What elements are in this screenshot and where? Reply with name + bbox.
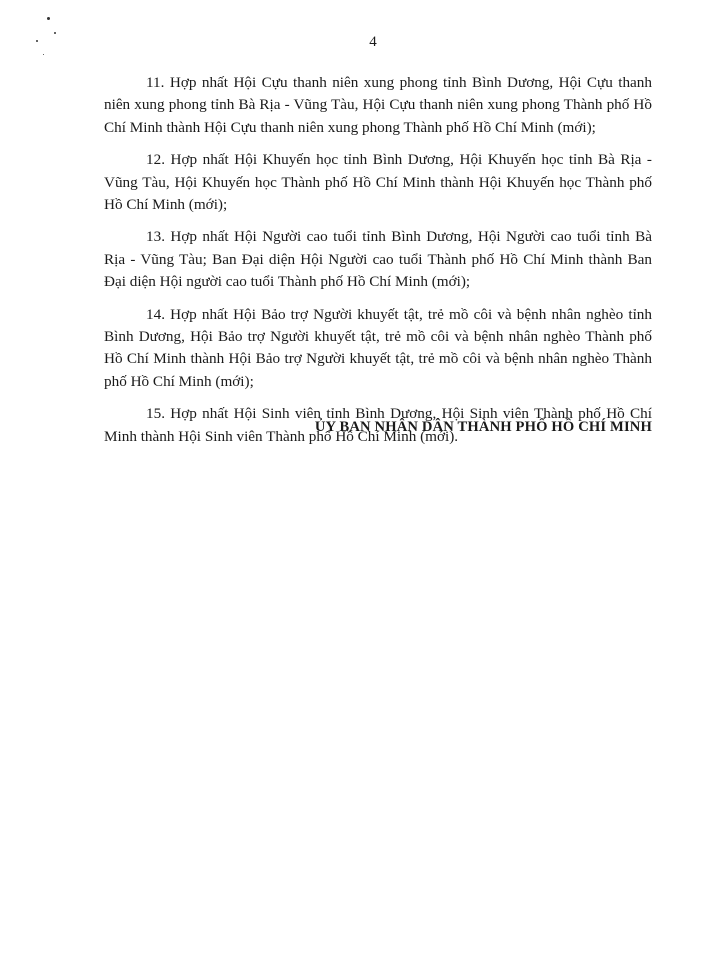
page-number: 4: [369, 34, 377, 50]
scan-speck: [43, 54, 44, 55]
paragraph-item-14: 14. Hợp nhất Hội Bảo trợ Người khuyết tật, trẻ mồ côi và bệnh nhân nghèo tỉnh Bình Dương, Hội Bảo trợ Người khuyết tật, trẻ mồ côi và bệnh nhân nghèo Thành phố Hồ Chí Minh thành Hội Bảo trợ Người khuyết tật, trẻ mồ côi và bệnh nhân nghèo Thành phố Hồ Chí Minh (mới);: [104, 305, 652, 390]
paragraph-item-12: 12. Hợp nhất Hội Khuyến học tỉnh Bình Dương, Hội Khuyến học tỉnh Bà Rịa - Vũng Tàu, Hội Khuyến học Thành phố Hồ Chí Minh thành Hội Khuyến học Thành phố Hồ Chí Minh (mới);: [104, 151, 652, 214]
document-body: [104, 72, 652, 458]
paragraph-item-15: 15. Hợp nhất Hội Sinh viên tỉnh Bình Dương, Hội Sinh viên Thành phố Hồ Chí Minh thành Hội Sinh viên Thành phố Hồ Chí Minh (mới).: [104, 405, 652, 445]
signature-authority: ỦY BAN NHÂN DÂN THÀNH PHỐ HỒ CHÍ MINH: [314, 419, 652, 435]
paragraph-item-13: 13. Hợp nhất Hội Người cao tuổi tỉnh Bình Dương, Hội Người cao tuổi tỉnh Bà Rịa - Vũng Tàu; Ban Đại diện Hội Người cao tuổi Thành phố Hồ Chí Minh thành Ban Đại diện Hội người cao tuổi Thành phố Hồ Chí Minh (mới);: [104, 228, 652, 291]
scan-speck: [47, 17, 50, 20]
paragraph-item-11: 11. Hợp nhất Hội Cựu thanh niên xung phong tỉnh Bình Dương, Hội Cựu thanh niên xung phong tỉnh Bà Rịa - Vũng Tàu, Hội Cựu thanh niên xung phong Thành phố Hồ Chí Minh thành Hội Cựu thanh niên xung phong Thành phố Hồ Chí Minh (mới);: [104, 74, 652, 136]
